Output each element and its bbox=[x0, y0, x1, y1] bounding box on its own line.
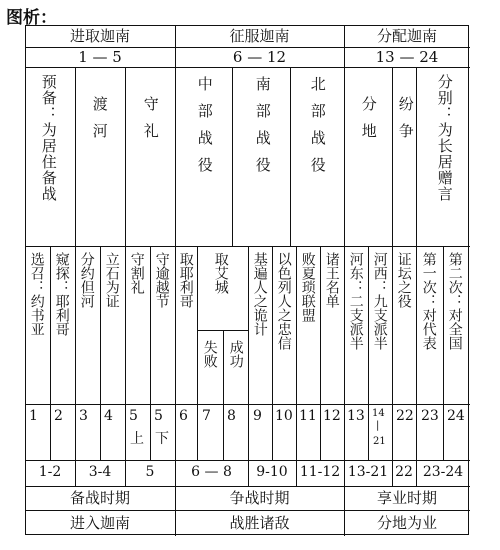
detail-spy: 窥探：耶利哥 bbox=[53, 252, 70, 336]
col-divider bbox=[75, 246, 76, 460]
col-divider bbox=[125, 67, 126, 247]
detail-king-list: 诸王名单 bbox=[323, 252, 340, 308]
chapter-number: 5 bbox=[154, 408, 163, 424]
chapter-number: 1 bbox=[29, 408, 38, 424]
theme-cross-river: 渡河 bbox=[90, 96, 109, 150]
period-prepare: 备战时期 bbox=[69, 488, 130, 507]
detail-circumcision: 守割礼 bbox=[128, 252, 145, 294]
col-divider bbox=[248, 246, 249, 460]
col-divider bbox=[150, 246, 151, 460]
col-divider bbox=[443, 246, 444, 460]
detail-altar-witness: 证坛之役 bbox=[395, 252, 412, 308]
col-divider bbox=[290, 67, 291, 247]
chapter-number: 22 bbox=[396, 408, 414, 424]
chapters-conquer: 6 — 12 bbox=[232, 47, 287, 66]
sub-divider bbox=[197, 330, 248, 331]
detail-call: 选召：约书亚 bbox=[28, 252, 45, 336]
chapter-number: 9 bbox=[253, 408, 262, 424]
chapter-number: 8 bbox=[227, 408, 236, 424]
row-divider bbox=[25, 67, 470, 68]
theme-divide-land: 分地 bbox=[359, 96, 378, 150]
detail-israel-faith: 以色列人之忠信 bbox=[275, 252, 292, 350]
detail-stone: 立石为证 bbox=[103, 252, 120, 308]
detail-east-tribes: 河东：二支派半 bbox=[347, 252, 364, 350]
theme-prepare: 预备：为居住备战 bbox=[39, 74, 58, 202]
chapters-allot: 13 — 24 bbox=[375, 47, 439, 66]
figure-label: 图析： bbox=[6, 8, 57, 28]
chapter-number: 23 bbox=[421, 408, 439, 424]
chapter-number: 21 bbox=[373, 436, 386, 447]
detail-passover: 守逾越节 bbox=[153, 252, 170, 308]
chapter-number: 14 bbox=[372, 408, 385, 419]
theme-northern-campaign: 北部战役 bbox=[308, 76, 327, 184]
col-divider bbox=[368, 246, 369, 460]
detail-take-jericho: 取耶利哥 bbox=[177, 252, 194, 308]
detail-gibeon-trick: 基遍人之诡计 bbox=[251, 252, 268, 336]
col-divider bbox=[197, 246, 198, 460]
chapter-number: 13 bbox=[347, 408, 365, 424]
detail-victory: 成功 bbox=[227, 340, 244, 368]
group-11-12: 11-12 bbox=[299, 464, 341, 481]
col-divider bbox=[75, 67, 76, 247]
chapter-number: 4 bbox=[104, 408, 113, 424]
chapter-suffix: 上 bbox=[130, 431, 144, 447]
chapter-number: 6 bbox=[179, 408, 188, 424]
theme-keep-rites: 守礼 bbox=[141, 96, 160, 150]
summary-enter: 进入迦南 bbox=[69, 513, 130, 532]
chapters-advance: 1 — 5 bbox=[78, 47, 122, 66]
chapter-number: 5 bbox=[129, 408, 138, 424]
col-divider bbox=[344, 246, 345, 460]
period-war: 争战时期 bbox=[229, 488, 290, 507]
col-divider bbox=[50, 246, 51, 460]
group-23-24: 23-24 bbox=[422, 464, 464, 481]
theme-central-campaign: 中部战役 bbox=[195, 76, 214, 184]
col-divider bbox=[320, 246, 321, 460]
chapter-number: 11 bbox=[299, 408, 317, 424]
chapter-suffix: 下 bbox=[155, 431, 169, 447]
col-divider bbox=[125, 246, 126, 460]
section-allot: 分配迦南 bbox=[376, 26, 437, 45]
group-3-4: 3-4 bbox=[88, 464, 112, 481]
section-advance: 进取迦南 bbox=[69, 26, 130, 45]
group-5: 5 bbox=[145, 464, 155, 481]
col-divider bbox=[100, 246, 101, 460]
period-inherit: 享业时期 bbox=[376, 488, 437, 507]
detail-west-tribes: 河西：九支派半 bbox=[371, 252, 388, 350]
group-6-8: 6 — 8 bbox=[191, 464, 232, 481]
detail-take-ai: 取艾城 bbox=[212, 252, 229, 294]
chapter-number: 12 bbox=[323, 408, 341, 424]
theme-southern-campaign: 南部战役 bbox=[253, 76, 272, 184]
chapter-number: 3 bbox=[79, 408, 88, 424]
theme-strife: 纷争 bbox=[396, 96, 415, 150]
col-divider bbox=[392, 246, 393, 460]
detail-second-address: 第二次：对全国 bbox=[446, 252, 463, 350]
col-divider bbox=[232, 67, 233, 247]
summary-overcome: 战胜诸敌 bbox=[229, 513, 290, 532]
group-9-10: 9-10 bbox=[256, 464, 288, 481]
col-divider bbox=[416, 67, 417, 247]
col-divider bbox=[223, 330, 224, 460]
col-divider bbox=[272, 246, 273, 460]
col-divider bbox=[175, 246, 176, 460]
col-divider bbox=[392, 67, 393, 247]
detail-first-address: 第一次：对代表 bbox=[420, 252, 437, 350]
chapter-number: 10 bbox=[275, 408, 293, 424]
detail-part-jordan: 分约但河 bbox=[78, 252, 95, 308]
col-divider bbox=[416, 246, 417, 460]
chapter-number: 7 bbox=[202, 408, 211, 424]
detail-defeat: 失败 bbox=[201, 340, 218, 368]
summary-allot: 分地为业 bbox=[376, 513, 437, 532]
chapter-number: 24 bbox=[447, 408, 465, 424]
group-22: 22 bbox=[395, 464, 413, 481]
group-1-2: 1-2 bbox=[38, 464, 62, 481]
col-divider bbox=[296, 246, 297, 460]
theme-farewell: 分别：为长居赠言 bbox=[435, 74, 454, 202]
detail-hazor-alliance: 败夏琐联盟 bbox=[299, 252, 316, 322]
group-13-21: 13-21 bbox=[347, 464, 389, 481]
chapter-number: 2 bbox=[54, 408, 63, 424]
section-conquer: 征服迦南 bbox=[229, 26, 290, 45]
